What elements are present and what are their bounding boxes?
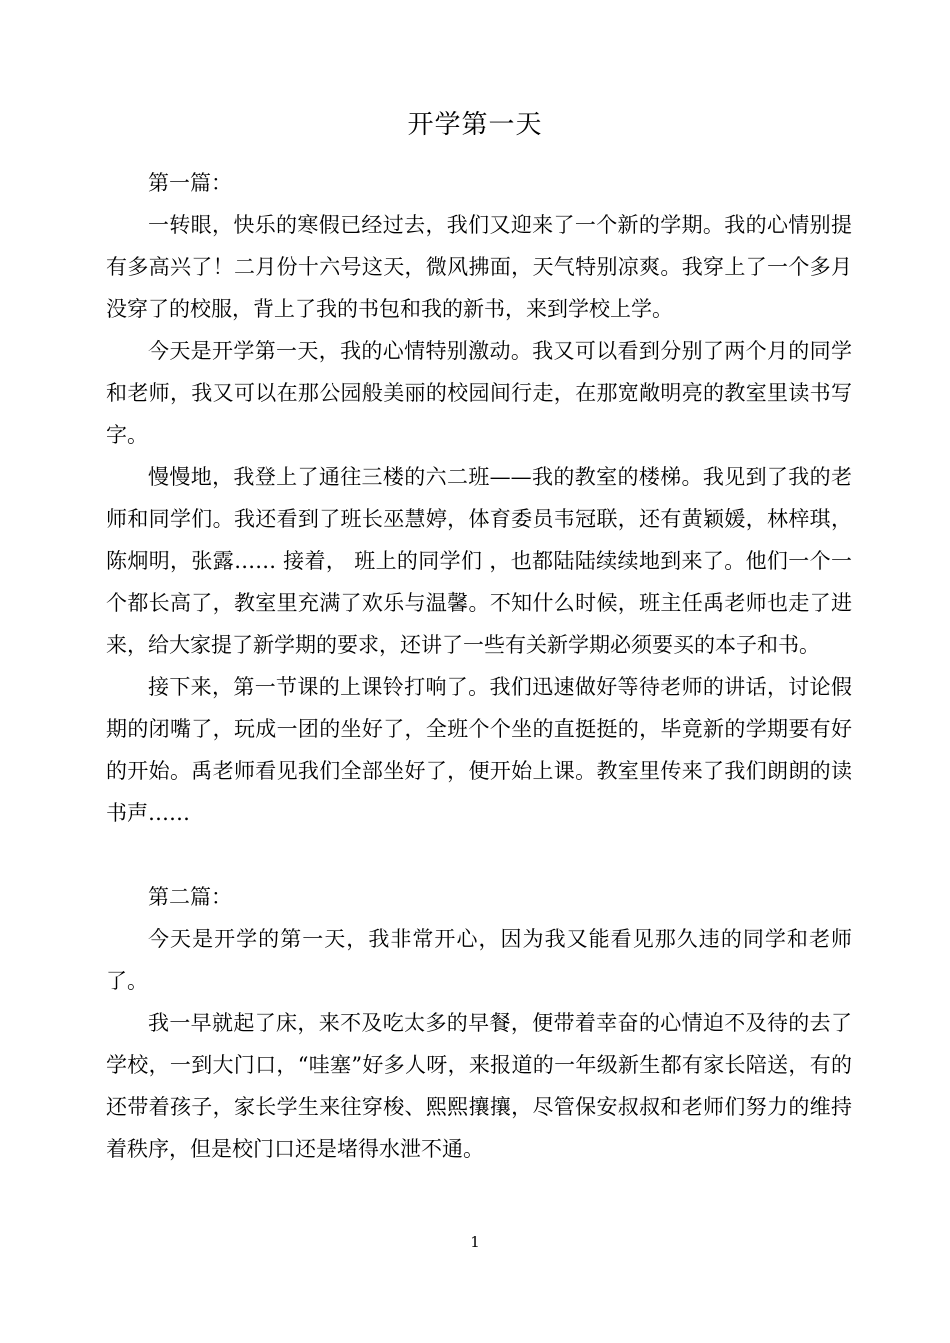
section-heading: 第二篇： <box>148 885 232 909</box>
paragraph: 今天是开学第一天，我的心情特别激动。我又可以看到分别了两个月的同学和老师，我又可以在那公园般美丽的校园间行走，在那宽敞明亮的教室里读书写字。 <box>106 339 852 447</box>
paragraph: 接下来，第一节课的上课铃打响了。我们迅速做好等待老师的讲话，讨论假期的闭嘴了，玩成一团的坐好了，全班个个坐的直挺挺的，毕竟新的学期要有好的开始。禹老师看见我们全部坐好了，便开始上课。教室里传来了我们朗朗的读书声…… <box>106 675 852 825</box>
section-1 <box>106 162 852 834</box>
paragraph: 我一早就起了床，来不及吃太多的早餐，便带着幸奋的心情迫不及待的去了学校，一到大门口，“哇塞”好多人呀，来报道的一年级新生都有家长陪送，有的还带着孩子，家长学生来往穿梭、熙熙攘攘，尽管保安叔叔和老师们努力的维持着秩序，但是校门口还是堵得水泄不通。 <box>106 1011 852 1161</box>
section-heading: 第一篇： <box>148 171 232 195</box>
document-title: 开学第一天 <box>407 110 543 140</box>
paragraph: 今天是开学的第一天，我非常开心，因为我又能看见那久违的同学和老师了。 <box>106 927 852 993</box>
section-spacer <box>106 834 852 876</box>
section-2 <box>106 876 852 1170</box>
paragraph: 一转眼，快乐的寒假已经过去，我们又迎来了一个新的学期。我的心情别提有多高兴了！二月份十六号这天，微风拂面，天气特别凉爽。我穿上了一个多月没穿了的校服，背上了我的书包和我的新书，来到学校上学。 <box>106 213 852 321</box>
document-body <box>106 162 852 1170</box>
paragraph: 慢慢地，我登上了通往三楼的六二班——我的教室的楼梯。我见到了我的老师和同学们。我还看到了班长巫慧婷，体育委员韦冠联，还有黄颖媛，林梓琪，陈炯明，张露…… 接着， 班上的同学们 ，也都陆陆续续地到来了。他们一个一个都长高了，教室里充满了欢乐与温馨。不知什么时候，班主任禹老师也走了进来，给大家提了新学期的要求，还讲了一些有关新学期必须要买的本子和书。 <box>106 465 852 657</box>
page-number: 1 <box>470 1233 480 1251</box>
